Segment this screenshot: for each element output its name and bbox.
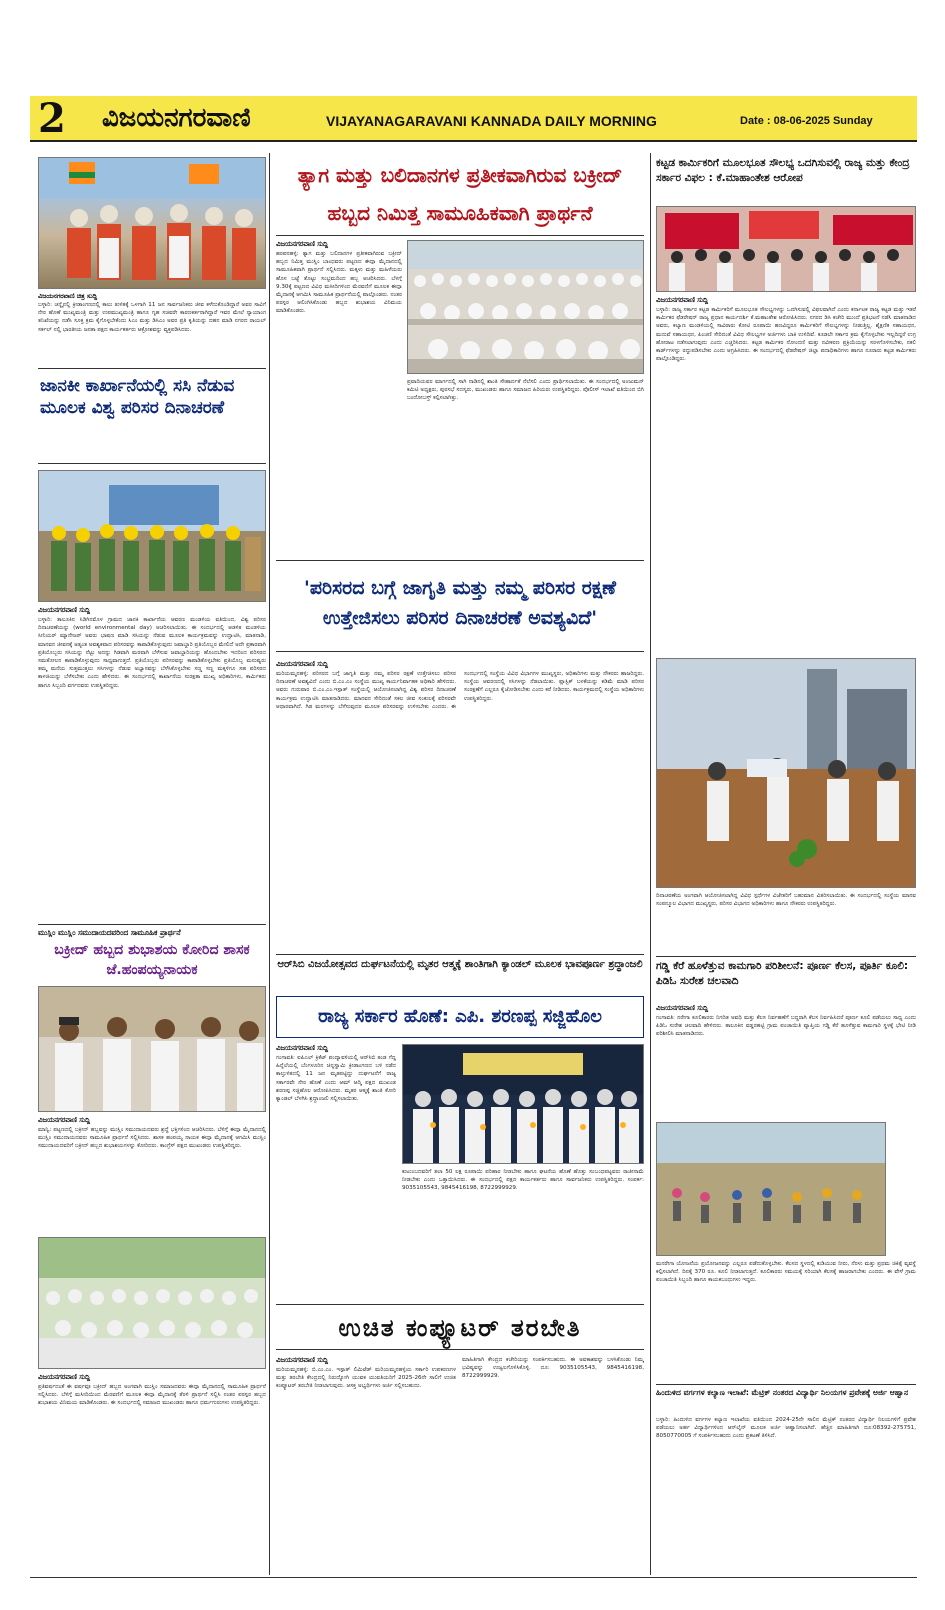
environment-day-body: ಮರಿಯಮ್ಮನಹಳ್ಳಿ: ಪರಿಸರದ ಬಗ್ಗೆ ಜಾಗೃತಿ ಮತ್ತು ನಮ್ಮ ಪರಿಸರ ರಕ್ಷಣೆ ಉತ್ತೇಜಿಸಲು ಪರಿಸರ ದಿನಾಚರಣೆ ಅವಶ್ಯವಿದೆ ಎಂದು ಬಿ.ಎಂ.ಎಂ ಸಂಸ್ಥೆಯ ಮುಖ್ಯ ಕಾರ್ಯನಿರ್ವಾಹಕ ಅಧಿಕಾರಿ ಹೇಳಿದರು. ಅವರು ಗುರುವಾರ ಬಿ.ಎಂ.ಎಂ.ಇಸ್ಪಾತ್ ಸಂಸ್ಥೆಯಲ್ಲಿ ಆಯೋಜಿಸಲಾಗಿದ್ದ ವಿಶ್ವ ಪರಿಸರ ದಿನಾಚರಣೆ ಕಾರ್ಯಕ್ರಮ ಉದ್ಘಾಟಿಸಿ ಮಾತನಾಡಿದರು. ಮಾನವನ ಸೇರಿದಂತೆ ಸಕಲ ಜೀವ ಸಂಕುಲಕ್ಕೆ ಪರಿಸರವೇ ಆಧಾರವಾಗಿದೆ. ಗಿಡ ಮರಗಳನ್ನು ಬೆಳೆಸುವುದರ ಮೂಲಕ ಪರಿಸರವನ್ನು ಉಳಿಸಬೇಕು ಎಂದರು. ಈ ಸಂದರ್ಭದಲ್ಲಿ ಸಂಸ್ಥೆಯ ವಿವಿಧ ವಿಭಾಗಗಳ ಮುಖ್ಯಸ್ಥರು, ಅಧಿಕಾರಿಗಳು ಮತ್ತು ನೌಕರರು ಹಾಜರಿದ್ದರು. ಸಂಸ್ಥೆಯ ಆವರಣದಲ್ಲಿ ಸಸಿಗಳನ್ನು ನೆಡಲಾಯಿತು. ಪ್ಲಾಸ್ಟಿಕ್ ಬಳಕೆಯನ್ನು ಕಡಿಮೆ ಮಾಡಿ ಪರಿಸರ ಸಂರಕ್ಷಣೆಗೆ ಎಲ್ಲರೂ ಕೈಜೋಡಿಸಬೇಕು ಎಂದು ಕರೆ ನೀಡಿದರು. ಕಾರ್ಯಕ್ರಮದಲ್ಲಿ ಸಂಸ್ಥೆಯ ಅಧಿಕಾರಿಗಳು ಉಪಸ್ಥಿತರಿದ್ದರು. xyxy=(276,671,644,710)
story4-body: ಪ್ರತಿವರ್ಷದಂತೆ ಈ ವರ್ಷವೂ ಬಕ್ರೀದ್ ಹಬ್ಬದ ಅಂಗವಾಗಿ ಮುಸ್ಲಿಂ ಸಮಾಜದವರು ಈದ್ಗಾ ಮೈದಾನದಲ್ಲಿ ಸಾಮೂಹಿಕ ಪ್ರಾರ್ಥನೆ ಸಲ್ಲಿಸಿದರು. ಬೆಳಿಗ್ಗೆ ಮಸೀದಿಯಿಂದ ಮೆರವಣಿಗೆ ಮೂಲಕ ಈದ್ಗಾ ಮೈದಾನಕ್ಕೆ ತೆರಳಿ ಪ್ರಾರ್ಥನೆ ಸಲ್ಲಿಸಿ ನಂತರ ಪರಸ್ಪರ ಹಬ್ಬದ ಶುಭಾಶಯ ವಿನಿಮಯ ಮಾಡಿಕೊಂಡರು. ಈ ಸಂದರ್ಭದಲ್ಲಿ ಸಮಾಜದ ಮುಖಂಡರು ಹಾಗೂ ಧರ್ಮಗುರುಗಳು ಉಪಸ್ಥಿತರಿದ್ದರು. xyxy=(38,1384,266,1407)
story3-headline: ಬಕ್ರೀದ್ ಹಬ್ಬದ ಶುಭಾಶಯ ಕೋರಿದ ಶಾಸಕ ಜೆ.ಹಂಪಯ್ಯನಾಯಕ xyxy=(54,942,250,978)
bmm-plantation-photo-illustration xyxy=(657,659,916,888)
computer-training-byline: ವಿಜಯನಗರವಾಣಿ ಸುದ್ದಿ xyxy=(276,1356,329,1364)
computer-training-headline: ಉಚಿತ ಕಂಪ್ಯೂಟರ್ ತರಬೇತಿ xyxy=(276,1304,644,1350)
column-rule-left xyxy=(269,153,270,1575)
plantation-photo xyxy=(38,470,266,602)
candle-tribute-photo xyxy=(402,1044,644,1164)
tank-desilting-byline: ವಿಜಯನಗರವಾಣಿ ಸುದ್ದಿ xyxy=(656,1004,709,1012)
rcb-tribute-kicker: ಆರ್‌ಸಿಬಿ ವಿಜಯೋತ್ಸವದ ದುರ್ಘಟನೆಯಲ್ಲಿ ಮೃತರ ಆತ್ಮಕ್ಕೆ ಶಾಂತಿಗಾಗಿ ಕ್ಯಾಂಡಲ್ ಮೂಲಕ ಭಾವಪೂರ್ಣ ಶ್ರದ್ಧಾಂಜಲಿ xyxy=(276,954,644,994)
workers-protest-byline: ವಿಜಯನಗರವಾಣಿ ಸುದ್ದಿ xyxy=(656,296,709,304)
computer-training-body: ಮರಿಯಮ್ಮನಹಳ್ಳಿ: ಬಿ.ಎಂ.ಎಂ. ಇಸ್ಪಾತ್ ಲಿಮಿಟೆಡ್ ಮರಿಯಮ್ಮನಹಳ್ಳಿಯ ಸರ್ಕಾರಿ ಉಪಕರಣಗಳ ಮತ್ತು ತರಬೇತಿ ಕೇಂದ್ರದಲ್ಲಿ ನಿರುದ್ಯೋಗಿ ಯುವಕ ಯುವತಿಯರಿಗೆ 2025-26ನೇ ಸಾಲಿಗೆ ಉಚಿತ ಕಂಪ್ಯೂಟರ್ ತರಬೇತಿ ನೀಡಲಾಗುವುದು. ಆಸಕ್ತ ಅಭ್ಯರ್ಥಿಗಳು ಅರ್ಜಿ ಸಲ್ಲಿಸಬಹುದು. xyxy=(276,1367,456,1390)
hostel-admission-headline: ಹಿಂದುಳಿದ ವರ್ಗಗಳ ಕಲ್ಯಾಣ ಇಲಾಖೆ: ಮೆಟ್ರಿಕ್ ನಂತರದ ವಿದ್ಯಾರ್ಥಿ ನಿಲಯಗಳ ಪ್ರವೇಶಕ್ಕೆ ಅರ್ಜಿ ಆಹ್ವಾನ xyxy=(656,1384,916,1414)
bmm-plantation-body: ದಿನಾಚರಣೆಯ ಅಂಗವಾಗಿ ಆಯೋಜಿಸಲಾಗಿದ್ದ ವಿವಿಧ ಸ್ಪರ್ಧೆಗಳ ವಿಜೇತರಿಗೆ ಬಹುಮಾನ ವಿತರಿಸಲಾಯಿತು. ಈ ಸಂದರ್ಭದಲ್ಲಿ ಸಂಸ್ಥೆಯ ಮಾನವ ಸಂಪನ್ಮೂಲ ವಿಭಾಗದ ಮುಖ್ಯಸ್ಥರು, ಪರಿಸರ ವಿಭಾಗದ ಅಧಿಕಾರಿಗಳು ಹಾಗೂ ನೌಕರರು ಉಪಸ್ಥಿತರಿದ್ದರು. xyxy=(656,893,916,908)
story4-byline: ವಿಜಯನಗರವಾಣಿ ಸುದ್ದಿ xyxy=(38,1373,91,1381)
masthead-title-english: VIJAYANAGARAVANI KANNADA DAILY MORNING xyxy=(326,113,657,129)
story1-body: ಬಳ್ಳಾರಿ: ಚನ್ನೈನಲ್ಲಿ ಕ್ರೀಡಾಂಗಣದಲ್ಲಿ ಕಾಲು ತುಳಿತಕ್ಕೆ ಒಳಗಾಗಿ 11 ಜನ ಸಾರ್ವಜನಿಕರು ಜೀವ ಕಳೆದುಕೊಂಡಿದ್ದಾರೆ ಅವರ ಸಾವಿಗೆ ನೇರ ಹೊಣೆ ಮುಖ್ಯಮಂತ್ರಿ ಮತ್ತು ಉಪಮುಖ್ಯಮಂತ್ರಿ ಹಾಗೂ ಗೃಹ ಸಚಿವರೇ ಕಾರಣಕರ್ತರಾಗಿದ್ದಾರೆ ಇವರ ಮೇಲೆ ನ್ಯಾಯಾಂಗ ತನಿಖೆಯನ್ನು ನಡೆಸಿ ಸೂಕ್ತ ಕ್ರಮ ಕೈಗೊಳ್ಳಬೇಕೆಂದು ಸಿಎಂ ಮತ್ತು ಡಿಸಿಎಂ ಅವರ ಪ್ರತಿ ಕೃತಿಯನ್ನು ದಹನ ಮಾಡಿ ನಗರದ ರಾಯಲ್ ಸರ್ಕಲ್ ನಲ್ಲಿ ಭಾರತೀಯ ಜನತಾ ಪಕ್ಷದ ಕಾರ್ಯಕರ್ತರು ಆಕ್ರೋಶವನ್ನು ವ್ಯಕ್ತಪಡಿಸಿದರು. xyxy=(38,302,266,333)
tank-desilting-body: ಗಂಗಾವತಿ: ನರೇಗಾ ಕೂಲಿಕಾರರು ನಿಗದಿತ ಅವಧಿ ಮತ್ತು ಕೆಲಸ ನಿರ್ವಹಣೆಗೆ ಬದ್ಧರಾಗಿ ಕೆಲಸ ನಿರ್ವಹಿಸಿದರೆ ಪೂರ್ಣ ಕೂಲಿ ಪಡೆಯಲು ಸಾಧ್ಯ ಎಂದು ಪಿಡಿಓ ಸುರೇಶ ಚಲವಾದಿ ಹೇಳಿದರು. ತಾಲೂಕಿನ ವಡ್ಡರಹಟ್ಟಿ ಗ್ರಾಮ ಪಂಚಾಯಿತಿ ವ್ಯಾಪ್ತಿಯ ಗಡ್ಡಿ ಕೆರೆ ಹೂಳೆತ್ತುವ ಕಾಮಗಾರಿ ಸ್ಥಳಕ್ಕೆ ಭೇಟಿ ನೀಡಿ ಪರಿಶೀಲಿಸಿ ಮಾತನಾಡಿದರು. xyxy=(656,1015,916,1038)
protest-photo-illustration xyxy=(39,158,266,289)
story3-body: ಮಾನ್ವಿ: ಪಟ್ಟಣದಲ್ಲಿ ಬಕ್ರೀದ್ ಹಬ್ಬವನ್ನು ಮುಸ್ಲಿಂ ಸಮುದಾಯದವರು ಶ್ರದ್ಧೆ ಭಕ್ತಿಗಳಿಂದ ಆಚರಿಸಿದರು. ಬೆಳಿಗ್ಗೆ ಈದ್ಗಾ ಮೈದಾನದಲ್ಲಿ ಮುಸ್ಲಿಂ ಸಮುದಾಯದವರು ಸಾಮೂಹಿಕ ಪ್ರಾರ್ಥನೆ ಸಲ್ಲಿಸಿದರು. ಶಾಸಕ ಹಂಪಯ್ಯ ನಾಯಕ ಈದ್ಗಾ ಮೈದಾನಕ್ಕೆ ಆಗಮಿಸಿ ಮುಸ್ಲಿಂ ಸಮುದಾಯದವರಿಗೆ ಬಕ್ರೀದ್ ಹಬ್ಬದ ಶುಭಾಶಯಗಳನ್ನು ಕೋರಿದರು. ಕಾಂಗ್ರೆಸ್ ಪಕ್ಷದ ಮುಖಂಡರು ಉಪಸ್ಥಿತರಿದ್ದರು. xyxy=(38,1127,266,1150)
workers-protest-headline: ಕಟ್ಟಡ ಕಾರ್ಮಿಕರಿಗೆ ಮೂಲಭೂತ ಸೌಲಭ್ಯ ಒದಗಿಸುವಲ್ಲಿ ರಾಜ್ಯ ಮತ್ತು ಕೇಂದ್ರ ಸರ್ಕಾರ ವಿಫಲ : ಕೆ.ಮಾಹಾಂತೇಶ ಆರೋಪ xyxy=(656,157,910,184)
environment-day-byline: ವಿಜಯನಗರವಾಣಿ ಸುದ್ದಿ xyxy=(276,660,329,668)
rcb-tribute-body: ಗಂಗಾವತಿ: ಐಪಿಎಲ್ ಕ್ರಿಕೆಟ್ ಪಂದ್ಯಾವಳಿಯಲ್ಲಿ ಆರ್‌ಸಿಬಿ ತಂಡ ಗೆದ್ದ ಹಿನ್ನೆಲೆಯಲ್ಲಿ ಬೆಂಗಳೂರಿನ ಚಿನ್ನಸ್ವಾಮಿ ಕ್ರೀಡಾಂಗಣದ ಬಳಿ ನಡೆದ ಕಾಲ್ತುಳಿತದಲ್ಲಿ 11 ಜನ ಮೃತಪಟ್ಟಿದ್ದು ದುರ್ಘಟನೆಗೆ ರಾಜ್ಯ ಸರ್ಕಾರವೇ ನೇರ ಹೊಣೆ ಎಂದು ಆಮ್ ಆದ್ಮಿ ಪಕ್ಷದ ಮುಖಂಡ ಶರಣಪ್ಪ ಸಜ್ಜಿಹೊಲ ಆರೋಪಿಸಿದರು. ಮೃತರ ಆತ್ಮಕ್ಕೆ ಶಾಂತಿ ಕೋರಿ ಕ್ಯಾಂಡಲ್ ಬೆಳಗಿಸಿ ಶ್ರದ್ಧಾಂಜಲಿ ಸಲ್ಲಿಸಲಾಯಿತು. xyxy=(276,1055,396,1103)
candle-tribute-photo-illustration xyxy=(403,1045,644,1164)
page-number: 2 xyxy=(38,95,66,142)
story2-body: ಬಳ್ಳಾರಿ: ತಾಲೂಕಿನ ಸಿಡಿಗಿನಮೊಳ ಗ್ರಾಮದ ಜಾನಕಿ ಕಾರ್ಖಾನೆಯ ಆವರಣ ಮಂಡಳಿಯ ವತಿಯಿಂದ, ವಿಶ್ವ ಪರಿಸರ ದಿನಾಚರಣೆಯನ್ನು (world environmental day) ಆಚರಿಸಲಾಯಿತು. ಈ ಸಂದರ್ಭದಲ್ಲಿ ಆಡಳಿತ ಮಂಡಳಿಯ ಸೀನಿಯರ್ ಮ್ಯಾನೇಜರ್ ಅವರು ಭಾಷಣ ಮಾಡಿ ಸಸಿಯನ್ನು ನೆಡುವ ಮೂಲಕ ಕಾರ್ಯಕ್ರಮವನ್ನು ಉದ್ಘಾಟಿಸಿ, ಮಾತನಾಡಿ, ಮಾನವನ ಜೀವನಕ್ಕೆ ಅತ್ಯಂತ ಅವಶ್ಯಕವಾದ ಪರಿಸರವನ್ನು ಕಾಪಾಡಿಕೊಳ್ಳುವುದು ಜವಾಬ್ದಾರಿ ಪ್ರತಿಯೊಬ್ಬರ ಮೇಲಿದೆ ಅದೇ ಪ್ರಕಾರವಾಗಿ ಪ್ರತಿಯೊಬ್ಬರು ಸಸಿಯನ್ನು ನೆಟ್ಟು ಅದನ್ನು ಗಿಡವಾಗಿ ಮರವಾಗಿ ಬೆಳೆಸುವ ಜವಾಬ್ದಾರಿಯನ್ನು ಹೊಂದಬೇಕು ಇದರಿಂದ ಪರಿಸರದ ಸಮತೋಲನ ಕಾಪಾಡಿಕೊಳ್ಳುವುದು ಸಾಧ್ಯವಾಗುತ್ತದೆ. ಪ್ರತಿಯೊಬ್ಬರು ಪರಿಸರವನ್ನು ಕಾಪಾಡಿಕೊಳ್ಳಬೇಕು ಪ್ರತಿಯೊಬ್ಬ ಮನುಷ್ಯರು ತಮ್ಮ ಮನೆಯ ಸುತ್ತಮುತ್ತಲು ಸಸಿಗಳನ್ನು ನೆಡುವ ಅಭ್ಯಾಸವನ್ನು ಬೆಳೆಸಿಕೊಳ್ಳಬೇಕು ಸಣ್ಣ ಸಣ್ಣ ಮಕ್ಕಳಿಗೂ ಸಹ ಪರಿಸರದ ಕಾಳಜಿಯನ್ನು ಬೆಳೆಸಬೇಕು ಎಂದು ಹೇಳಿದರು. ಈ ಸಂದರ್ಭದಲ್ಲಿ ಕಾರ್ಖಾನೆಯ ಸುರಕ್ಷತಾ ಮುಖ್ಯ ಅಧಿಕಾರಿಗಳು, ಕಾರ್ಮಿಕರು ಹಾಗೂ ಸಿಬ್ಬಂದಿ ವರ್ಗದವರು ಉಪಸ್ಥಿತರಿದ್ದರು. xyxy=(38,617,266,689)
eidgah-prayer-photo-illustration xyxy=(39,1238,266,1369)
tank-desilting-body2: ಮನರೇಗಾ ಯೋಜನೆಯ ಪ್ರಯೋಜನವನ್ನು ಎಲ್ಲರೂ ಪಡೆದುಕೊಳ್ಳಬೇಕು. ಕೆಲಸದ ಸ್ಥಳದಲ್ಲಿ ಕುಡಿಯುವ ನೀರು, ನೆರಳು ಮತ್ತು ಪ್ರಥಮ ಚಿಕಿತ್ಸೆ ವ್ಯವಸ್ಥೆ ಕಲ್ಪಿಸಲಾಗಿದೆ. ದಿನಕ್ಕೆ 370 ರೂ. ಕೂಲಿ ನೀಡಲಾಗುತ್ತದೆ. ಕೂಲಿಕಾರರು ಸಮಯಕ್ಕೆ ಸರಿಯಾಗಿ ಕೆಲಸಕ್ಕೆ ಹಾಜರಾಗಬೇಕು ಎಂದರು. ಈ ವೇಳೆ ಗ್ರಾಮ ಪಂಚಾಯಿತಿ ಸಿಬ್ಬಂದಿ ಹಾಗೂ ಕಾಯಕಬಂಧುಗಳು ಇದ್ದರು. xyxy=(656,1261,916,1284)
mla-greeting-photo-illustration xyxy=(39,987,266,1112)
lead-body-right: ಪ್ರವಾದಿಯವರ ಮಾರ್ಗದಲ್ಲಿ ಸಾಗಿ ನಾಡಿನಲ್ಲಿ ಶಾಂತಿ ಸೌಹಾರ್ದತೆ ನೆಲೆಸಲಿ ಎಂದು ಪ್ರಾರ್ಥಿಸಲಾಯಿತು. ಈ ಸಂದರ್ಭದಲ್ಲಿ ಅಂಜುಮನ್ ಕಮಿಟಿ ಅಧ್ಯಕ್ಷರು, ಪುರಸಭೆ ಸದಸ್ಯರು, ಮುಖಂಡರು ಹಾಗೂ ಸಮಾಜದ ಹಿರಿಯರು ಉಪಸ್ಥಿತರಿದ್ದರು. ಪೊಲೀಸ್ ಇಲಾಖೆ ವತಿಯಿಂದ ಬಿಗಿ ಬಂದೋಬಸ್ತ್ ಕಲ್ಪಿಸಲಾಗಿತ್ತು. xyxy=(407,379,644,402)
workers-protest-photo xyxy=(656,206,916,292)
rcb-tribute-headline-box xyxy=(276,996,644,1038)
workers-protest-body: ಬಳ್ಳಾರಿ: ರಾಜ್ಯ ಸರ್ಕಾರ ಕಟ್ಟಡ ಕಾರ್ಮಿಕರಿಗೆ ಮೂಲಭೂತ ಸೌಲಭ್ಯಗಳನ್ನು ಒದಗಿಸುವಲ್ಲಿ ವಿಫಲವಾಗಿದೆ ಎಂದು ಕರ್ನಾಟಕ ರಾಜ್ಯ ಕಟ್ಟಡ ಮತ್ತು ಇತರೆ ಕಾರ್ಮಿಕರ ಫೆಡರೇಷನ್ ರಾಜ್ಯ ಪ್ರಧಾನ ಕಾರ್ಯದರ್ಶಿ ಕೆ.ಮಹಾಂತೇಶ ಆರೋಪಿಸಿದರು. ನಗರದ ಡಿಸಿ ಕಚೇರಿ ಮುಂದೆ ಪ್ರತಿಭಟನೆ ನಡೆಸಿ ಮಾತನಾಡಿದ ಅವರು, ಕಲ್ಯಾಣ ಮಂಡಳಿಯಲ್ಲಿ ಸಾವಿರಾರು ಕೋಟಿ ರೂಪಾಯಿ ಹಣವಿದ್ದರೂ ಕಾರ್ಮಿಕರಿಗೆ ಸೌಲಭ್ಯಗಳನ್ನು ನೀಡುತ್ತಿಲ್ಲ. ಶೈಕ್ಷಣಿಕ ಸಹಾಯಧನ, ಮದುವೆ ಸಹಾಯಧನ, ಪಿಂಚಣಿ ಸೇರಿದಂತೆ ವಿವಿಧ ಸೌಲಭ್ಯಗಳ ಅರ್ಜಿಗಳು ಬಾಕಿ ಉಳಿದಿವೆ. ಕೂಡಲೇ ಸರ್ಕಾರ ಕ್ರಮ ಕೈಗೊಳ್ಳಬೇಕು ಇಲ್ಲದಿದ್ದರೆ ಉಗ್ರ ಹೋರಾಟ ನಡೆಸಲಾಗುವುದು ಎಂದು ಎಚ್ಚರಿಸಿದರು. ಕಟ್ಟಡ ಕಾರ್ಮಿಕರ ನೋಂದಣಿ ಮತ್ತು ನವೀಕರಣ ಪ್ರಕ್ರಿಯೆಯನ್ನು ಸರಳಗೊಳಿಸಬೇಕು, ನಕಲಿ ಕಾರ್ಡ್‌ಗಳನ್ನು ರದ್ದುಪಡಿಸಬೇಕು ಎಂದು ಆಗ್ರಹಿಸಿದರು. ಈ ಸಂದರ್ಭದಲ್ಲಿ ಫೆಡರೇಷನ್ ಜಿಲ್ಲಾ ಪದಾಧಿಕಾರಿಗಳು ಹಾಗೂ ನೂರಾರು ಕಟ್ಟಡ ಕಾರ್ಮಿಕರು ಪಾಲ್ಗೊಂಡಿದ್ದರು. xyxy=(656,307,916,363)
lead-body-left: ಹರಪನಹಳ್ಳಿ: ತ್ಯಾಗ ಮತ್ತು ಬಲಿದಾನಗಳ ಪ್ರತೀಕವಾಗಿರುವ ಬಕ್ರೀದ್ ಹಬ್ಬದ ನಿಮಿತ್ತ ಮುಸ್ಲಿಂ ಬಾಂಧವರು ಪಟ್ಟಣದ ಈದ್ಗಾ ಮೈದಾನದಲ್ಲಿ ಸಾಮೂಹಿಕವಾಗಿ ಪ್ರಾರ್ಥನೆ ಸಲ್ಲಿಸಿದರು. ಮಕ್ಕಳು ಮತ್ತು ಮಹಿಳೆಯರು ಹೊಸ ಬಟ್ಟೆ ತೊಟ್ಟು ಸಂಭ್ರಮದಿಂದ ಹಬ್ಬ ಆಚರಿಸಿದರು. ಬೆಳಗ್ಗೆ 9.30ಕ್ಕೆ ಪಟ್ಟಣದ ವಿವಿಧ ಮಸೀದಿಗಳಿಂದ ಮೆರವಣಿಗೆ ಮೂಲಕ ಈದ್ಗಾ ಮೈದಾನಕ್ಕೆ ಆಗಮಿಸಿ ಸಾಮೂಹಿಕ ಪ್ರಾರ್ಥನೆಯಲ್ಲಿ ಪಾಲ್ಗೊಂಡರು. ನಂತರ ಪರಸ್ಪರ ಆಲಿಂಗಿಸಿಕೊಂಡು ಹಬ್ಬದ ಶುಭಾಶಯ ವಿನಿಮಯ ಮಾಡಿಕೊಂಡರು. xyxy=(276,251,402,315)
page-bottom-rule xyxy=(30,1577,917,1578)
story1-caption: ವಿಜಯನಗರವಾಣಿ ಚಿತ್ರ ಸುದ್ದಿ xyxy=(38,292,98,300)
masthead xyxy=(30,96,917,142)
rcb-tribute-body-right: ಕುಟುಂಬದವರಿಗೆ ತಲಾ 50 ಲಕ್ಷ ರೂಪಾಯಿ ಪರಿಹಾರ ನೀಡಬೇಕು ಹಾಗೂ ಘಟನೆಯ ಹೊಣೆ ಹೊತ್ತು ಸಂಬಂಧಪಟ್ಟವರು ರಾಜೀನಾಮೆ ನೀಡಬೇಕು ಎಂದು ಒತ್ತಾಯಿಸಿದರು. ಈ ಸಂದರ್ಭದಲ್ಲಿ ಪಕ್ಷದ ಕಾರ್ಯಕರ್ತರು ಹಾಗೂ ಸಾರ್ವಜನಿಕರು ಉಪಸ್ಥಿತರಿದ್ದರು. ಸಂಪರ್ಕ: 9035105543, 9845416198, 8722999929. xyxy=(402,1169,644,1192)
tank-desilting-photo-illustration xyxy=(657,1123,886,1256)
tank-desilting-photo xyxy=(656,1122,886,1256)
eidgah-prayer-photo xyxy=(38,1237,266,1369)
bakrid-prayer-photo xyxy=(407,240,644,374)
rcb-tribute-headline: ರಾಜ್ಯ ಸರ್ಕಾರ ಹೊಣೆ: ಎಪಿ. ಶರಣಪ್ಪ ಸಜ್ಜಿಹೊಲ xyxy=(318,1006,602,1027)
hostel-admission-body: ಬಳ್ಳಾರಿ: ಹಿಂದುಳಿದ ವರ್ಗಗಳ ಕಲ್ಯಾಣ ಇಲಾಖೆಯ ವತಿಯಿಂದ 2024-25ನೇ ಸಾಲಿನ ಮೆಟ್ರಿಕ್ ನಂತರದ ವಿದ್ಯಾರ್ಥಿ ನಿಲಯಗಳಿಗೆ ಪ್ರವೇಶ ಪಡೆಯಲು ಅರ್ಹ ವಿದ್ಯಾರ್ಥಿಗಳಿಂದ ಆನ್‌ಲೈನ್ ಮೂಲಕ ಅರ್ಜಿ ಆಹ್ವಾನಿಸಲಾಗಿದೆ. ಹೆಚ್ಚಿನ ಮಾಹಿತಿಗಾಗಿ ದೂ:08392-275751, 8050770005 ಗೆ ಸಂಪರ್ಕಿಸಬಹುದು ಎಂದು ಪ್ರಕಟಣೆ ತಿಳಿಸಿದೆ. xyxy=(656,1417,916,1440)
mla-greeting-photo xyxy=(38,986,266,1112)
lead-headline: ತ್ಯಾಗ ಮತ್ತು ಬಲಿದಾನಗಳ ಪ್ರತೀಕವಾಗಿರುವ ಬಕ್ರೀದ್ ಹಬ್ಬದ ನಿಮಿತ್ತ ಸಾಮೂಹಿಕವಾಗಿ ಪ್ರಾರ್ಥನೆ xyxy=(276,156,644,236)
plantation-photo-illustration xyxy=(39,471,266,602)
bmm-plantation-photo xyxy=(656,658,916,888)
masthead-title-kannada: ವಿಜಯನಗರವಾಣಿ xyxy=(102,103,251,133)
protest-photo xyxy=(38,157,266,289)
story2-byline: ವಿಜಯನಗರವಾಣಿ ಸುದ್ದಿ xyxy=(38,606,91,614)
rcb-tribute-byline: ವಿಜಯನಗರವಾಣಿ ಸುದ್ದಿ xyxy=(276,1044,329,1052)
story2-headline: ಜಾನಕೀ ಕಾರ್ಖಾನೆಯಲ್ಲಿ ಸಸಿ ನೆಡುವ ಮೂಲಕ ವಿಶ್ವ ಪರಿಸರ ದಿನಾಚರಣೆ xyxy=(38,368,266,464)
tank-desilting-headline: ಗಡ್ಡಿ ಕೆರೆ ಹೂಳೆತ್ತುವ ಕಾಮಗಾರಿ ಪರಿಶೀಲನೆ: ಪೂರ್ಣ ಕೆಲಸ, ಪೂರ್ತಿ ಕೂಲಿ: ಪಿಡಿಓ ಸುರೇಶ ಚಲವಾದಿ xyxy=(656,956,916,1002)
column-rule-right xyxy=(650,153,651,1575)
computer-training-body-right: ಮಾಹಿತಿಗಾಗಿ ಕೇಂದ್ರದ ಕಚೇರಿಯನ್ನು ಸಂಪರ್ಕಿಸಬಹುದು. ಈ ಅವಕಾಶವನ್ನು ಬಳಸಿಕೊಂಡು ನಿಮ್ಮ ಭವಿಷ್ಯವನ್ನು ಉಜ್ವಲಗೊಳಿಸಿಕೊಳ್ಳಿ. ದೂ: 9035105543, 9845416198, 8722999929. xyxy=(462,1357,644,1380)
masthead-date: Date : 08-06-2025 Sunday xyxy=(740,115,873,127)
story3-kicker: ಮುಸ್ಲಿಂ ಮುಸ್ಲಿಂ ಸಮುದಾಯದವರಿಂದ ಸಾಮೂಹಿಕ ಪ್ರಾರ್ಥನೆ xyxy=(38,924,266,938)
bakrid-prayer-photo-illustration xyxy=(408,241,644,374)
environment-day-headline: 'ಪರಿಸರದ ಬಗ್ಗೆ ಜಾಗೃತಿ ಮತ್ತು ನಮ್ಮ ಪರಿಸರ ರಕ್ಷಣೆ ಉತ್ತೇಜಿಸಲು ಪರಿಸರ ದಿನಾಚರಣೆ ಅವಶ್ಯವಿದೆ' xyxy=(276,560,644,652)
lead-byline: ವಿಜಯನಗರವಾಣಿ ಸುದ್ದಿ xyxy=(276,240,329,248)
workers-protest-photo-illustration xyxy=(657,207,916,292)
story3-byline: ವಿಜಯನಗರವಾಣಿ ಸುದ್ದಿ xyxy=(38,1116,91,1124)
